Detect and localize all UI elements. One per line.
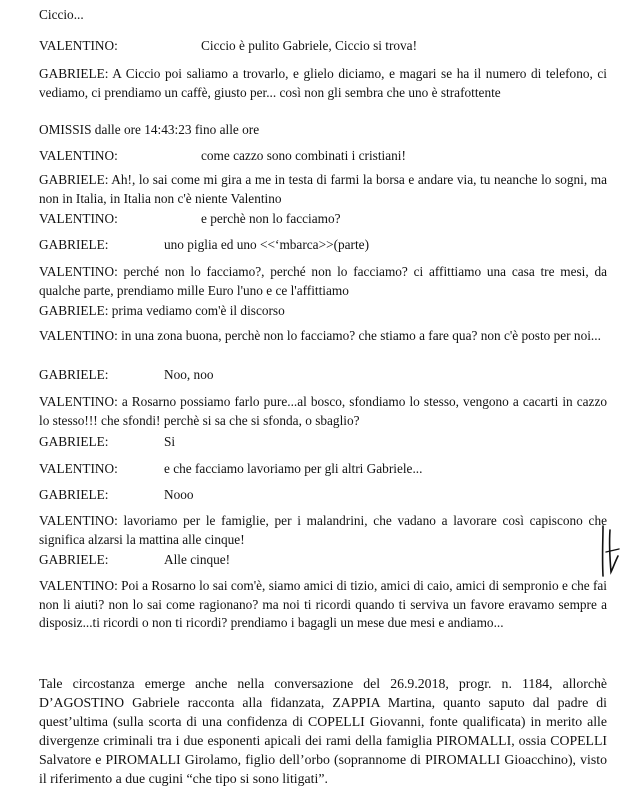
transcript-line: GABRIELE: prima vediamo com'è il discorso xyxy=(39,303,285,318)
transcript-line: VALENTINO: a Rosarno possiamo farlo pure...al bosco, sfondiamo lo stesso, vengono a cacarti in cazzo lo stesso!!! che sfondi! perchè si sa che si sfonda, o sbaglio? xyxy=(39,394,607,428)
transcript-line: Ciccio è pulito Gabriele, Ciccio si trova! xyxy=(201,38,418,53)
speaker-label: VALENTINO: xyxy=(39,148,118,163)
speaker-label: VALENTINO: xyxy=(39,461,118,476)
handwritten-initials-icon xyxy=(598,522,622,582)
speaker-label: GABRIELE: xyxy=(39,367,109,382)
transcript-line: Alle cinque! xyxy=(164,552,231,567)
transcript-line: Noo, noo xyxy=(164,367,214,382)
speaker-label: GABRIELE: xyxy=(39,552,109,567)
closing-paragraph: Tale circostanza emerge anche nella conversazione del 26.9.2018, progr. n. 1184, allorchè D’AGOSTINO Gabriele racconta alla fidanzata, ZAPPIA Martina, quanto saputo dal padre di quest’ultima (sulla scorta di una confidenza di COPELLI Giovanni, fonte qualificata) in merito alle divergenze criminali tra i due esponenti apicali dei rami della famiglia PIROMALLI, ossia COPELLI Salvatore e PIROMALLI Girolamo, figlio dell’orbo (soprannome di PIROMALLI Gioacchino), visto il riferimento a due cugini “che tipo si sono litigati”. xyxy=(39,676,607,786)
transcript-line: uno piglia ed uno <<‘mbarca>>(parte) xyxy=(164,237,369,252)
transcript-line: e perchè non lo facciamo? xyxy=(201,211,341,226)
speaker-label: GABRIELE: xyxy=(39,434,109,449)
speaker-label: GABRIELE: xyxy=(39,237,109,252)
transcript-line: GABRIELE: Ah!, lo sai come mi gira a me in testa di farmi la borsa e andare via, tu neanche lo sogni, ma non in Italia, in Italia non c'è niente Valentino xyxy=(39,172,607,206)
transcript-line: Ciccio... xyxy=(39,7,84,22)
transcript-line: come cazzo sono combinati i cristiani! xyxy=(201,148,406,163)
omissis-line: OMISSIS dalle ore 14:43:23 fino alle ore xyxy=(39,122,260,137)
transcript-line: GABRIELE: A Ciccio poi saliamo a trovarlo, e glielo diciamo, e magari se ha il numero di telefono, ci vediamo, ci prendiamo un caffè, giusto per... così non gli sembra che uno è strafottente xyxy=(39,66,607,100)
speaker-label: GABRIELE: xyxy=(39,487,109,502)
transcript-line: VALENTINO: Poi a Rosarno lo sai com'è, siamo amici di tizio, amici di caio, amici di sempronio e che fai non li aiuti? non lo sai come ragionano? ma noi ti ricordi quando ti serviva un favore eravamo sempre a disposiz...ti ricordi o non ti ricordi? prendiamo i bagagli un mese due mesi e andiamo... xyxy=(39,578,607,630)
transcript-line: e che facciamo lavoriamo per gli altri Gabriele... xyxy=(164,461,423,476)
speaker-label: VALENTINO: xyxy=(39,211,118,226)
speaker-label: VALENTINO: xyxy=(39,38,118,53)
transcript-line: Si xyxy=(164,434,176,449)
transcript-line: Nooo xyxy=(164,487,194,502)
transcript-line: VALENTINO: in una zona buona, perchè non lo facciamo? che stiamo a fare qua? non c'è posto per noi... xyxy=(39,328,601,343)
transcript-line: VALENTINO: lavoriamo per le famiglie, per i malandrini, che vadano a lavorare così capiscono che significa alzarsi la mattina alle cinque! xyxy=(39,513,607,547)
transcript-line: VALENTINO: perché non lo facciamo?, perché non lo facciamo? ci affittiamo una casa tre mesi, da qualche parte, prendiamo mille Euro l'uno e ce l'affittiamo xyxy=(39,264,607,298)
